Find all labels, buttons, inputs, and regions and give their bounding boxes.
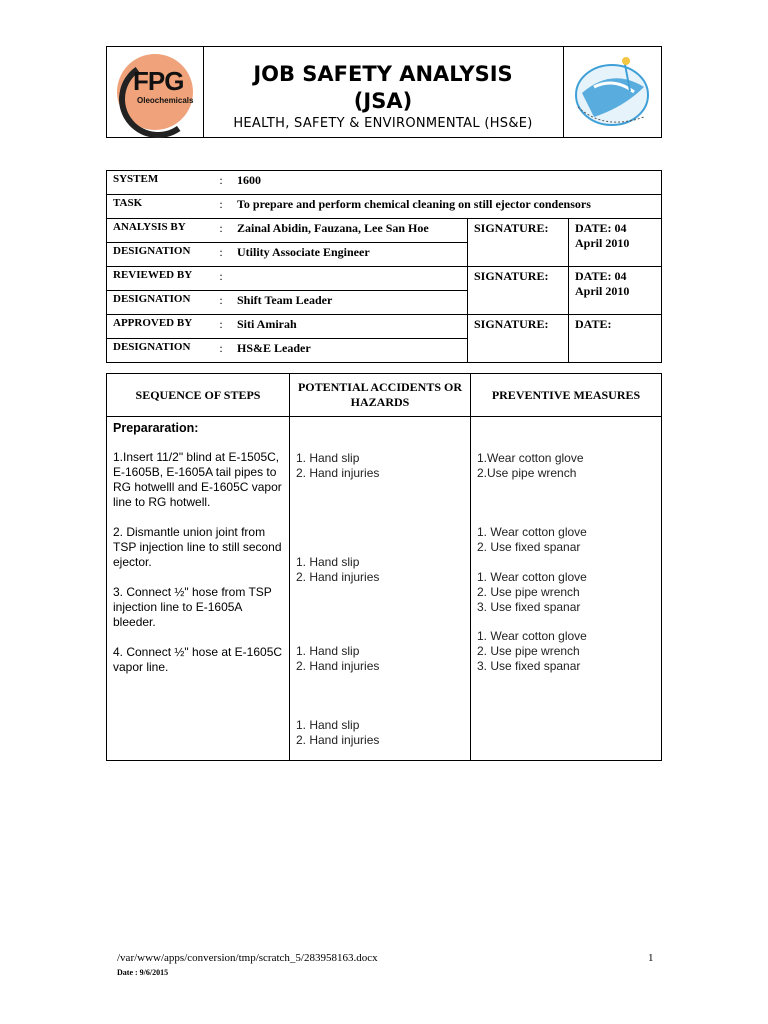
colon: : <box>211 219 231 243</box>
info-row-system <box>107 171 662 195</box>
hazard-item: 1. Hand slip <box>296 644 360 658</box>
logo-subtext: Oleochemicals <box>137 96 194 105</box>
system-label: SYSTEM <box>107 171 212 195</box>
fpg-logo <box>117 54 197 130</box>
designation-label: DESIGNATION <box>107 291 212 315</box>
header-sequence: SEQUENCE OF STEPS <box>107 374 290 417</box>
hazard-item: 2. Hand injuries <box>296 733 380 747</box>
approved-value: Siti Amirah <box>231 315 468 339</box>
measure-item: 1. Wear cotton glove <box>477 629 587 643</box>
task-value: To prepare and perform chemical cleaning on still ejector condensors <box>231 195 662 219</box>
measure-item: 3. Use fixed spanar <box>477 600 581 614</box>
hazards-4 <box>296 718 464 748</box>
signature-label: SIGNATURE: <box>468 267 569 315</box>
designation-2-value: Shift Team Leader <box>231 291 468 315</box>
logo-text: FPG <box>133 66 184 96</box>
title-line-1: JOB SAFETY ANALYSIS <box>253 62 513 86</box>
footer-page-number: 1 <box>648 952 654 964</box>
reviewed-value <box>231 267 468 291</box>
section-title: Prepararation: <box>113 421 199 435</box>
colon: : <box>211 291 231 315</box>
info-row-analysis <box>107 219 662 243</box>
measure-item: 2. Use pipe wrench <box>477 644 580 658</box>
hazards-column <box>290 417 471 761</box>
document-subtitle: HEALTH, SAFETY & ENVIRONMENTAL (HS&E) <box>233 116 533 131</box>
colon: : <box>211 195 231 219</box>
designation-3-value: HS&E Leader <box>231 339 468 363</box>
hazard-item: 2. Hand injuries <box>296 570 380 584</box>
approved-label: APPROVED BY <box>107 315 212 339</box>
colon: : <box>211 267 231 291</box>
info-row-task <box>107 195 662 219</box>
info-table <box>106 170 662 363</box>
signature-label: SIGNATURE: <box>468 315 569 363</box>
hazard-item: 1. Hand slip <box>296 451 360 465</box>
hazards-2 <box>296 555 464 585</box>
steps-header-row <box>107 374 662 417</box>
hazard-item: 2. Hand injuries <box>296 466 380 480</box>
hazard-item: 1. Hand slip <box>296 718 360 732</box>
colon: : <box>211 315 231 339</box>
measures-1 <box>477 451 655 481</box>
header-measures: PREVENTIVE MEASURES <box>471 374 662 417</box>
colon: : <box>211 243 231 267</box>
info-row-reviewed <box>107 267 662 291</box>
measures-2 <box>477 525 655 555</box>
document-title <box>203 61 563 115</box>
footer-file-path: /var/www/apps/conversion/tmp/scratch_5/283958163.docx <box>117 952 378 964</box>
colon: : <box>211 171 231 195</box>
colon: : <box>211 339 231 363</box>
signature-label: SIGNATURE: <box>468 219 569 267</box>
logo-cell <box>107 47 204 137</box>
hazards-1 <box>296 451 464 481</box>
steps-column <box>107 417 290 761</box>
reviewed-label: REVIEWED BY <box>107 267 212 291</box>
title-cell <box>203 47 563 137</box>
step-4: 4. Connect ½" hose at E-1605C vapor line. <box>113 645 283 674</box>
title-line-2: (JSA) <box>353 89 413 113</box>
emblem-cell <box>563 47 662 137</box>
designation-1-value: Utility Associate Engineer <box>231 243 468 267</box>
hse-emblem-icon <box>564 47 662 137</box>
designation-label: DESIGNATION <box>107 243 212 267</box>
footer-date: Date : 9/6/2015 <box>117 968 169 977</box>
document-header <box>106 46 662 138</box>
measure-item: 3. Use fixed spanar <box>477 659 581 673</box>
analysis-value: Zainal Abidin, Fauzana, Lee San Hoe <box>231 219 468 243</box>
date-1: DATE: 04 April 2010 <box>569 219 662 267</box>
measure-item: 1. Wear cotton glove <box>477 525 587 539</box>
measures-4 <box>477 629 655 674</box>
designation-label: DESIGNATION <box>107 339 212 363</box>
hazard-item: 2. Hand injuries <box>296 659 380 673</box>
info-row-approved <box>107 315 662 339</box>
step-2: 2. Dismantle union joint from TSP injection line to still second ejector. <box>113 525 282 569</box>
measure-item: 2.Use pipe wrench <box>477 466 577 480</box>
date-2: DATE: 04 April 2010 <box>569 267 662 315</box>
date-3: DATE: <box>569 315 662 363</box>
hazards-3 <box>296 644 464 674</box>
measure-item: 1.Wear cotton glove <box>477 451 584 465</box>
measures-3 <box>477 570 655 615</box>
measure-item: 2. Use pipe wrench <box>477 585 580 599</box>
measures-column <box>471 417 662 761</box>
task-label: TASK <box>107 195 212 219</box>
system-value: 1600 <box>231 171 662 195</box>
measure-item: 2. Use fixed spanar <box>477 540 581 554</box>
analysis-label: ANALYSIS BY <box>107 219 212 243</box>
measure-item: 1. Wear cotton glove <box>477 570 587 584</box>
steps-body-row <box>107 417 662 761</box>
hazard-item: 1. Hand slip <box>296 555 360 569</box>
steps-table <box>106 373 662 761</box>
header-hazards: POTENTIAL ACCIDENTS OR HAZARDS <box>290 374 471 417</box>
step-1: 1.Insert 11/2" blind at E-1505C, E-1605B, E-1605A tail pipes to RG hotwelll and E-1605C vapor line to RG hotwell. <box>113 450 282 509</box>
step-3: 3. Connect ½" hose from TSP injection line to E-1605A bleeder. <box>113 585 272 629</box>
